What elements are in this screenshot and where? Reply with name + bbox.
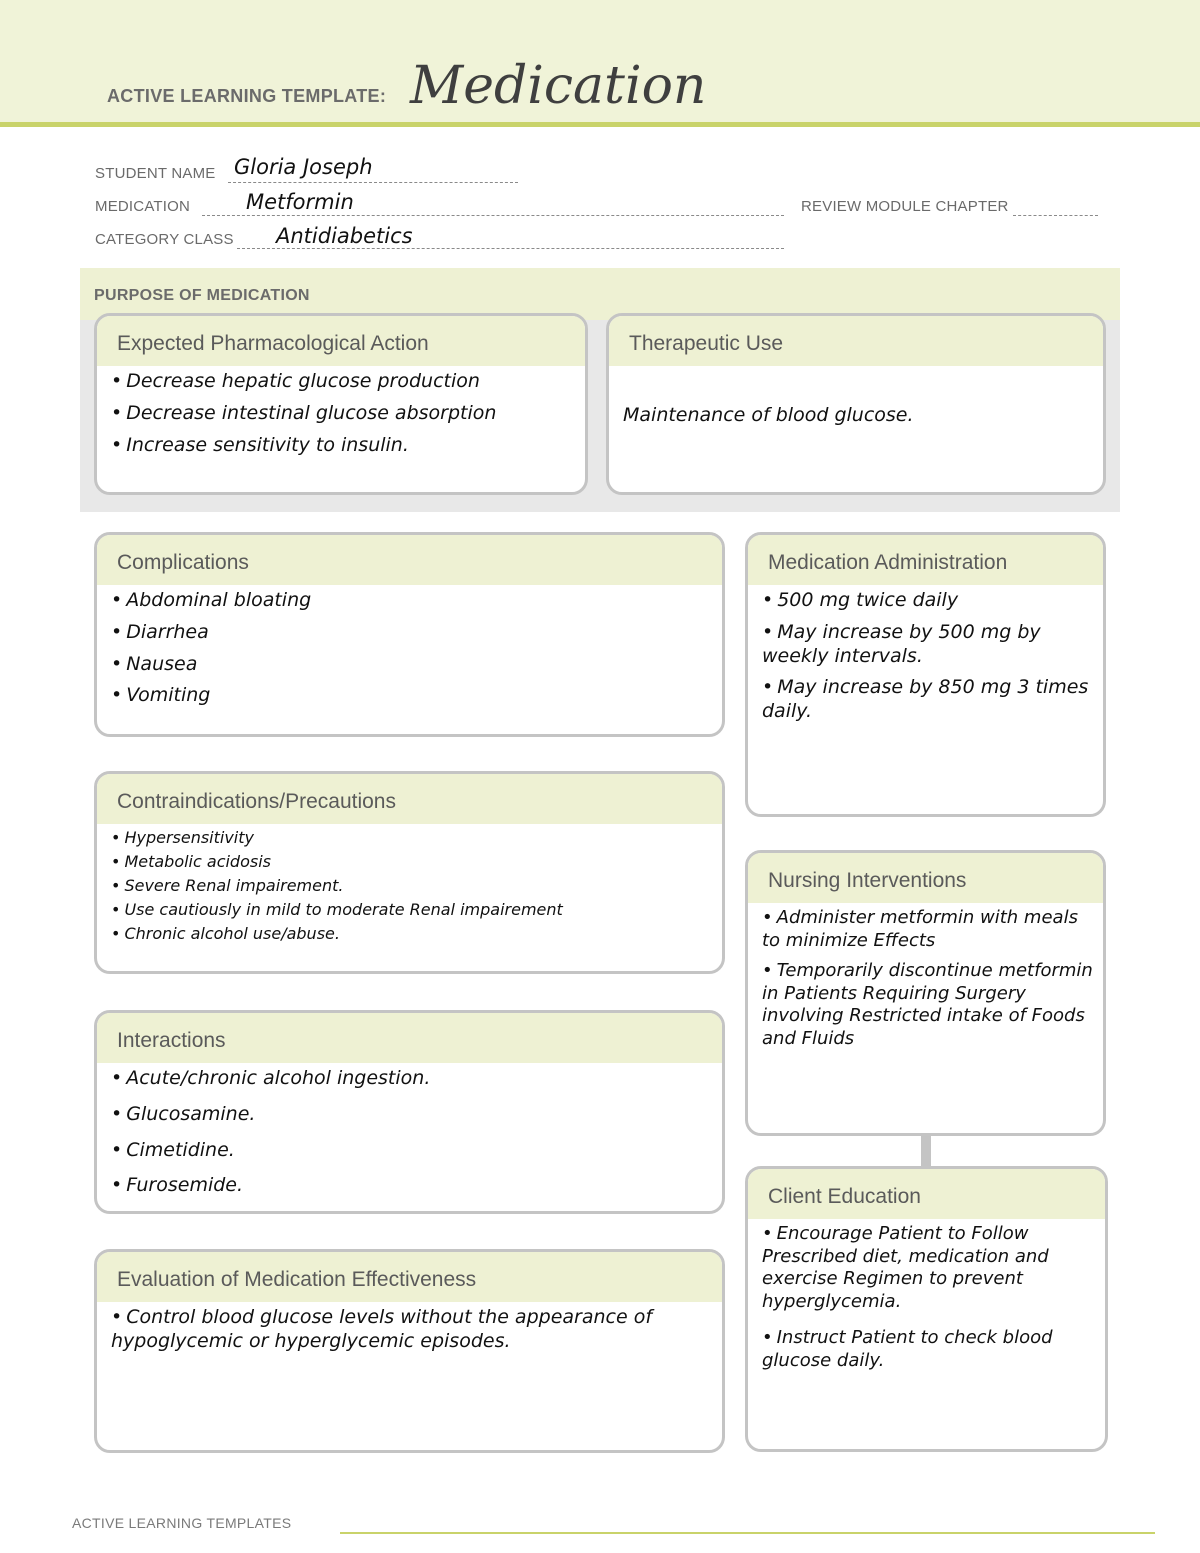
student-name-label: STUDENT NAME xyxy=(95,165,216,182)
expected-action-item: • Increase sensitivity to insulin. xyxy=(111,434,575,458)
contraindication-item: • Hypersensitivity xyxy=(111,828,712,848)
complications-list xyxy=(97,585,722,708)
interaction-item: • Acute/chronic alcohol ingestion. xyxy=(111,1067,712,1091)
administration-title: Medication Administration xyxy=(748,535,1103,585)
contraindications-title: Contraindications/Precautions xyxy=(97,774,722,824)
interaction-item: • Glucosamine. xyxy=(111,1103,712,1127)
header-rule xyxy=(0,122,1200,127)
client-education-item: • Encourage Patient to Follow Prescribed diet, medication and exercise Regimen to prevent hyperglycemia. xyxy=(762,1223,1095,1313)
contraindication-item: • Chronic alcohol use/abuse. xyxy=(111,924,712,944)
therapeutic-use-box xyxy=(606,313,1106,495)
client-education-item: • Instruct Patient to check blood glucose daily. xyxy=(762,1327,1095,1372)
template-title: Medication xyxy=(410,56,707,116)
student-name-line xyxy=(228,182,518,183)
footer-label: ACTIVE LEARNING TEMPLATES xyxy=(72,1515,292,1531)
contraindication-item: • Use cautiously in mild to moderate Renal impairement xyxy=(111,900,712,920)
contraindications-list xyxy=(97,824,722,944)
category-class-value[interactable]: Antidiabetics xyxy=(276,224,413,248)
category-class-label: CATEGORY CLASS xyxy=(95,231,234,248)
client-education-box xyxy=(745,1166,1108,1452)
client-education-list xyxy=(748,1219,1105,1372)
category-class-line xyxy=(237,248,784,249)
nursing-list xyxy=(748,903,1103,1050)
review-module-label: REVIEW MODULE CHAPTER xyxy=(801,198,1009,215)
contraindication-item: • Severe Renal impairement. xyxy=(111,876,712,896)
purpose-label: PURPOSE OF MEDICATION xyxy=(94,287,310,304)
interactions-list xyxy=(97,1063,722,1198)
nursing-item: • Administer metformin with meals to minimize Effects xyxy=(762,907,1093,952)
medication-label: MEDICATION xyxy=(95,198,191,215)
administration-item: • 500 mg twice daily xyxy=(762,589,1093,613)
nursing-title: Nursing Interventions xyxy=(748,853,1103,903)
administration-item: • May increase by 500 mg by weekly intervals. xyxy=(762,621,1093,669)
expected-action-list xyxy=(97,366,585,457)
interaction-item: • Furosemide. xyxy=(111,1174,712,1198)
evaluation-box xyxy=(94,1249,725,1453)
complication-item: • Diarrhea xyxy=(111,621,712,645)
review-module-line[interactable] xyxy=(1013,215,1098,216)
contraindication-item: • Metabolic acidosis xyxy=(111,852,712,872)
footer-rule xyxy=(340,1532,1155,1534)
expected-action-item: • Decrease intestinal glucose absorption xyxy=(111,402,575,426)
nursing-item: • Temporarily discontinue metformin in Patients Requiring Surgery involving Restricted intake of Foods and Fluids xyxy=(762,960,1093,1050)
nursing-box xyxy=(745,850,1106,1136)
interactions-title: Interactions xyxy=(97,1013,722,1063)
administration-box xyxy=(745,532,1106,817)
expected-action-title: Expected Pharmacological Action xyxy=(97,316,585,366)
complication-item: • Nausea xyxy=(111,653,712,677)
administration-item: • May increase by 850 mg 3 times daily. xyxy=(762,676,1093,724)
interaction-item: • Cimetidine. xyxy=(111,1139,712,1163)
medication-value[interactable]: Metformin xyxy=(246,190,354,214)
therapeutic-use-text: Maintenance of blood glucose. xyxy=(623,404,914,426)
box-connector xyxy=(921,1136,931,1166)
evaluation-title: Evaluation of Medication Effectiveness xyxy=(97,1252,722,1302)
medication-line xyxy=(202,215,784,216)
template-label: ACTIVE LEARNING TEMPLATE: xyxy=(107,86,387,106)
expected-action-box xyxy=(94,313,588,495)
complications-box xyxy=(94,532,725,737)
contraindications-box xyxy=(94,771,725,974)
evaluation-item: • Control blood glucose levels without the appearance of hypoglycemic or hyperglycemic episodes. xyxy=(111,1306,712,1354)
complications-title: Complications xyxy=(97,535,722,585)
complication-item: • Vomiting xyxy=(111,684,712,708)
therapeutic-use-title: Therapeutic Use xyxy=(609,316,1103,366)
complication-item: • Abdominal bloating xyxy=(111,589,712,613)
expected-action-item: • Decrease hepatic glucose production xyxy=(111,370,575,394)
student-name-value[interactable]: Gloria Joseph xyxy=(234,155,373,179)
evaluation-list xyxy=(97,1302,722,1354)
client-education-title: Client Education xyxy=(748,1169,1105,1219)
interactions-box xyxy=(94,1010,725,1214)
administration-list xyxy=(748,585,1103,724)
